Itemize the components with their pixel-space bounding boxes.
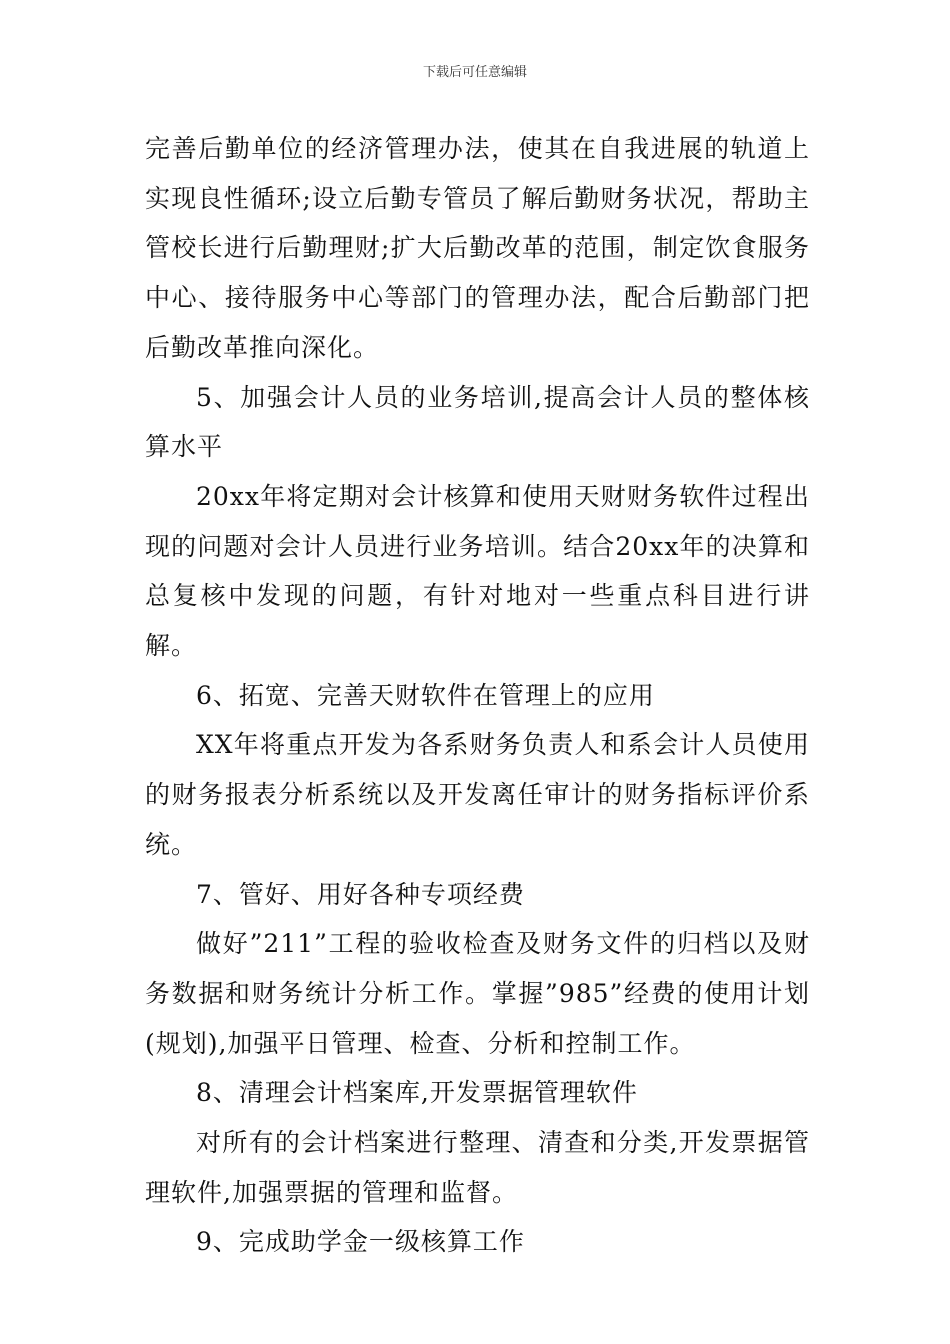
paragraph-item-8: 对所有的会计档案进行整理、清查和分类,开发票据管理软件,加强票据的管理和监督。 xyxy=(145,1128,810,1207)
heading-item-5: 5、加强会计人员的业务培训,提高会计人员的整体核算水平 xyxy=(145,382,810,462)
paragraph-item-7: 做好”211”工程的验收检查及财务文件的归档以及财务数据和财务统计分析工作。掌握”985”经费的使用计划(规划),加强平日管理、检查、分析和控制工作。 xyxy=(145,929,810,1058)
heading-item-6: 6、拓宽、完善天财软件在管理上的应用 xyxy=(196,680,655,710)
paragraph-item-5: 20xx年将定期对会计核算和使用天财财务软件过程出现的问题对会计人员进行业务培训。结合20xx年的决算和总复核中发现的问题，有针对地对一些重点科目进行讲解。 xyxy=(145,481,810,661)
paragraph-1: 完善后勤单位的经济管理办法，使其在自我进展的轨道上实现良性循环;设立后勤专管员了解后勤财务状况，帮助主管校长进行后勤理财;扩大后勤改革的范围，制定饮食服务中心、接待服务中心等部门的管理办法，配合后勤部门把后勤改革推向深化。 xyxy=(145,134,810,362)
page-header: 下载后可任意编辑 xyxy=(422,65,527,80)
paragraph-item-6: XX年将重点开发为各系财务负责人和系会计人员使用的财务报表分析系统以及开发离任审计的财务指标评价系统。 xyxy=(145,730,810,859)
heading-item-7: 7、管好、用好各种专项经费 xyxy=(196,879,525,909)
heading-item-9: 9、完成助学金一级核算工作 xyxy=(196,1227,525,1257)
heading-item-8: 8、清理会计档案库,开发票据管理软件 xyxy=(196,1078,638,1108)
document-body xyxy=(145,124,810,1267)
